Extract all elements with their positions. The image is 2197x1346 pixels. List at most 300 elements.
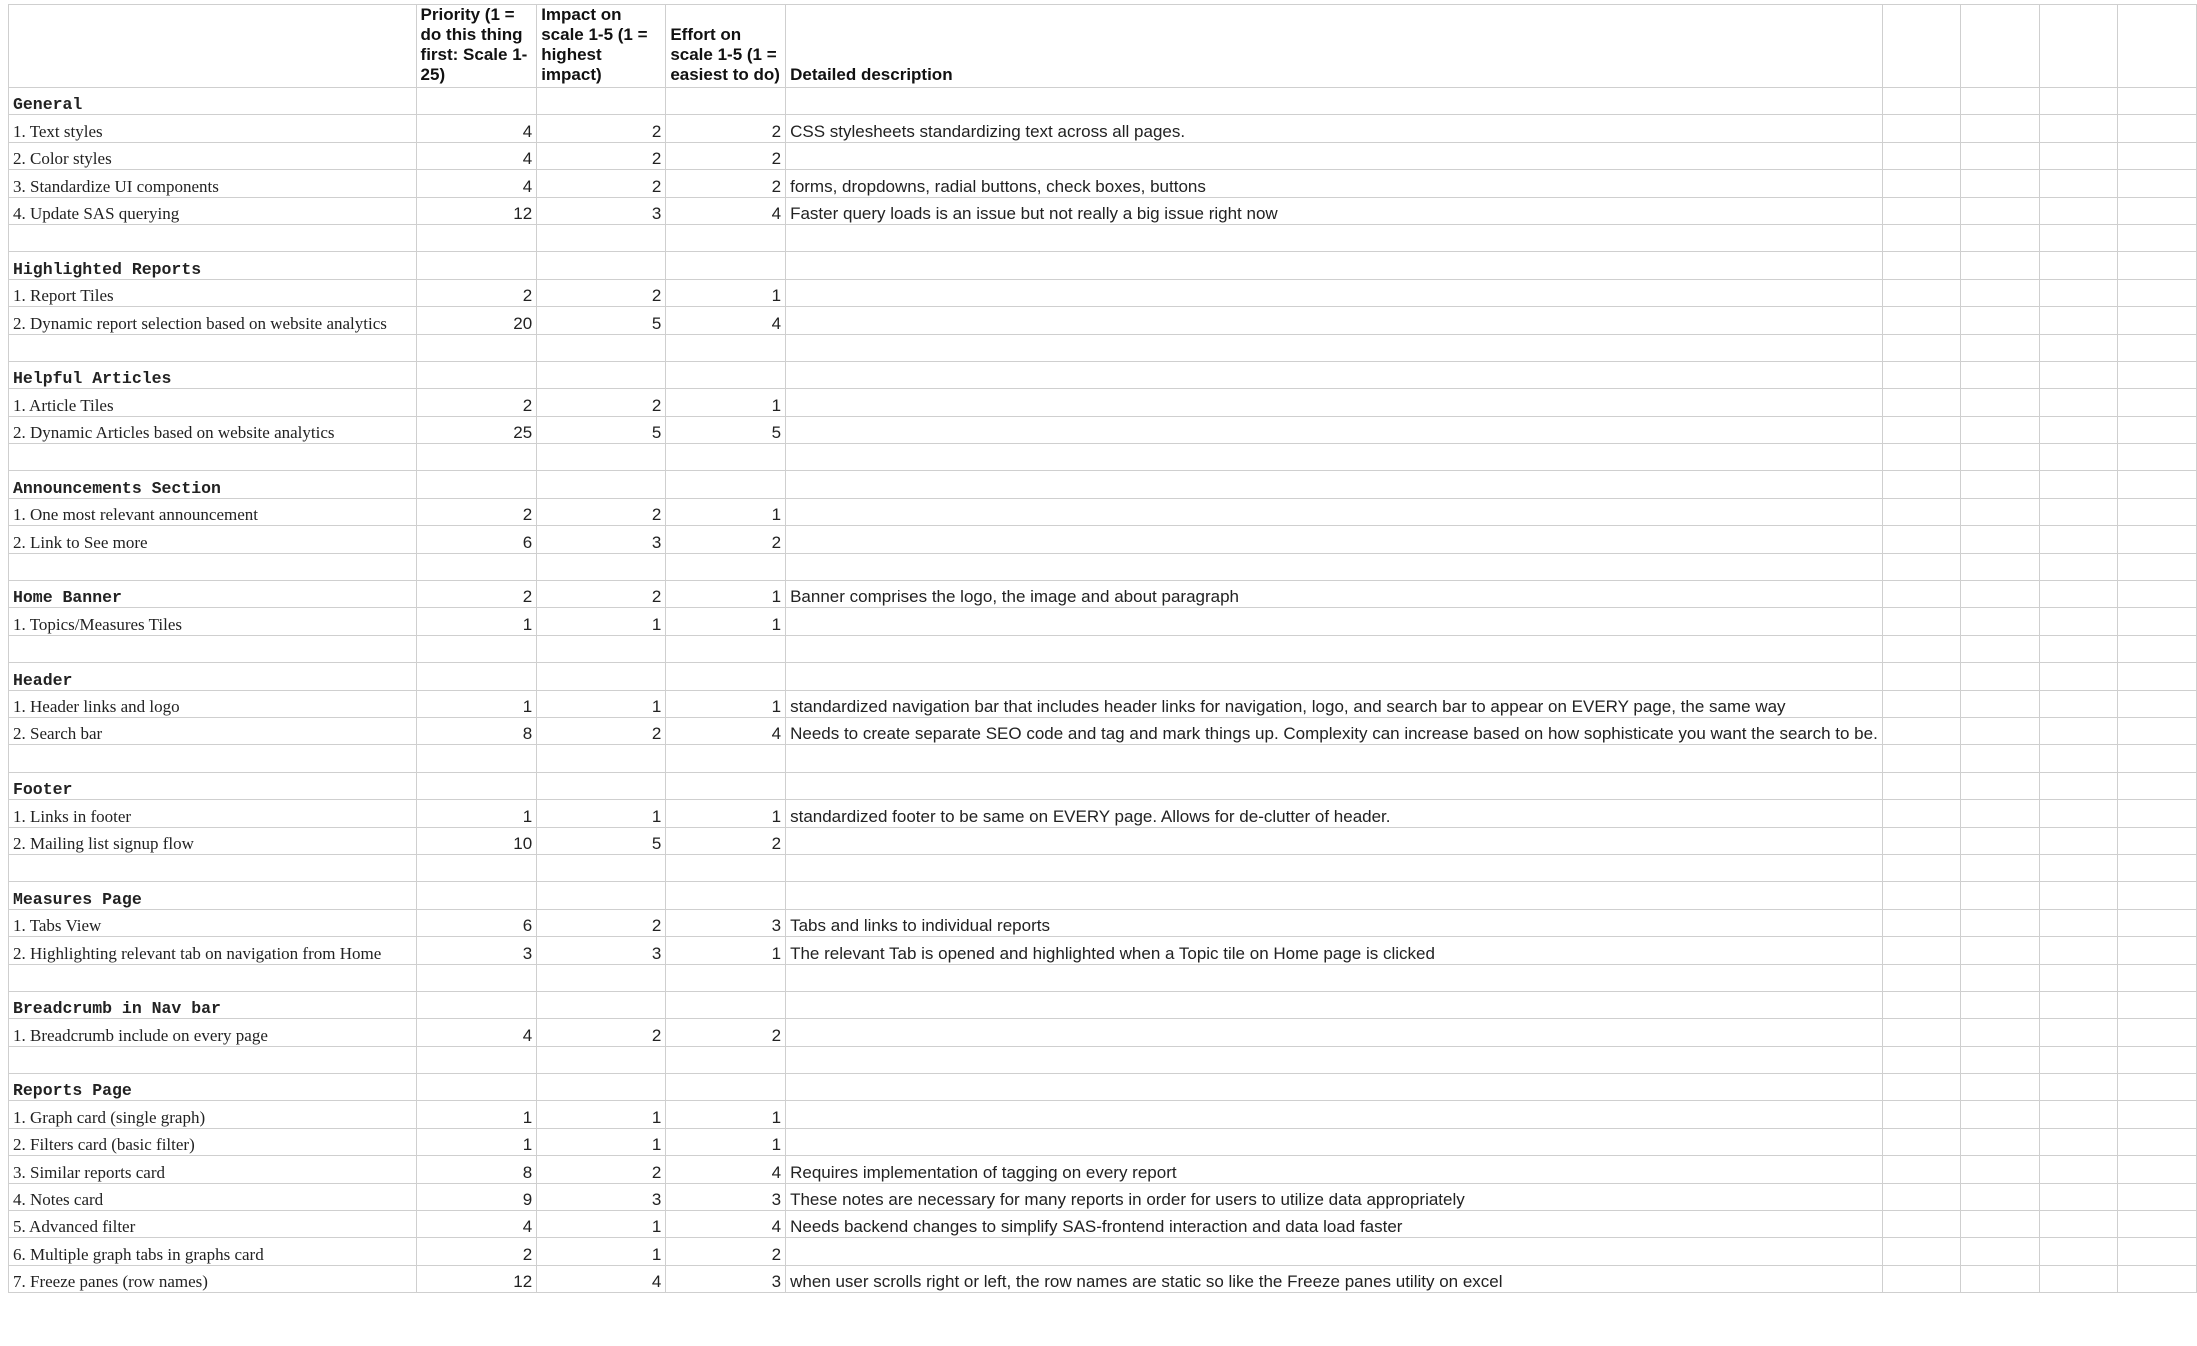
empty-cell[interactable]: [1882, 115, 1961, 142]
empty-cell[interactable]: [1882, 854, 1961, 881]
item-name-cell[interactable]: 3. Similar reports card: [9, 1156, 417, 1183]
item-name-cell[interactable]: [9, 334, 417, 361]
priority-cell[interactable]: 10: [416, 827, 537, 854]
empty-cell[interactable]: [1961, 991, 2040, 1018]
section-title-cell[interactable]: Measures Page: [9, 882, 417, 909]
description-cell[interactable]: [786, 635, 1883, 662]
empty-cell[interactable]: [1961, 115, 2040, 142]
empty-cell[interactable]: [1961, 252, 2040, 279]
empty-cell[interactable]: [1961, 635, 2040, 662]
empty-cell[interactable]: [2118, 307, 2197, 334]
effort-cell[interactable]: 2: [666, 526, 786, 553]
empty-cell[interactable]: [2118, 526, 2197, 553]
impact-cell[interactable]: 2: [537, 142, 666, 169]
priority-cell[interactable]: 4: [416, 1211, 537, 1238]
empty-cell[interactable]: [2118, 854, 2197, 881]
impact-cell[interactable]: [537, 224, 666, 251]
impact-cell[interactable]: 2: [537, 909, 666, 936]
effort-cell[interactable]: [666, 991, 786, 1018]
priority-cell[interactable]: 1: [416, 1101, 537, 1128]
empty-cell[interactable]: [1961, 827, 2040, 854]
effort-cell[interactable]: 2: [666, 170, 786, 197]
item-name-cell[interactable]: 1. Tabs View: [9, 909, 417, 936]
empty-cell[interactable]: [1882, 1156, 1961, 1183]
priority-cell[interactable]: 4: [416, 1019, 537, 1046]
effort-cell[interactable]: [666, 361, 786, 388]
priority-cell[interactable]: [416, 745, 537, 772]
empty-cell[interactable]: [2118, 1265, 2197, 1292]
effort-cell[interactable]: [666, 471, 786, 498]
priority-cell[interactable]: 9: [416, 1183, 537, 1210]
empty-cell[interactable]: [2118, 471, 2197, 498]
empty-cell[interactable]: [2039, 88, 2118, 115]
description-cell[interactable]: [786, 991, 1883, 1018]
empty-cell[interactable]: [1882, 937, 1961, 964]
empty-cell[interactable]: [1961, 772, 2040, 799]
empty-cell[interactable]: [1961, 909, 2040, 936]
empty-cell[interactable]: [1882, 307, 1961, 334]
empty-cell[interactable]: [1961, 882, 2040, 909]
empty-cell[interactable]: [2039, 115, 2118, 142]
impact-cell[interactable]: 1: [537, 1211, 666, 1238]
empty-cell[interactable]: [2039, 498, 2118, 525]
description-cell[interactable]: Needs to create separate SEO code and tag and mark things up. Complexity can increase based on how sophisticate you want the search to be.: [786, 717, 1883, 744]
priority-cell[interactable]: 4: [416, 142, 537, 169]
section-title-cell[interactable]: Announcements Section: [9, 471, 417, 498]
impact-cell[interactable]: [537, 1074, 666, 1101]
empty-cell[interactable]: [2118, 5, 2197, 88]
item-name-cell[interactable]: 2. Search bar: [9, 717, 417, 744]
description-cell[interactable]: [786, 1074, 1883, 1101]
impact-cell[interactable]: 2: [537, 717, 666, 744]
priority-cell[interactable]: [416, 991, 537, 1018]
empty-cell[interactable]: [1961, 471, 2040, 498]
header-cell-effort[interactable]: Effort on scale 1-5 (1 = easiest to do): [666, 5, 786, 88]
effort-cell[interactable]: [666, 964, 786, 991]
item-name-cell[interactable]: 1. Text styles: [9, 115, 417, 142]
empty-cell[interactable]: [1961, 444, 2040, 471]
item-name-cell[interactable]: 1. Report Tiles: [9, 279, 417, 306]
empty-cell[interactable]: [1882, 1128, 1961, 1155]
effort-cell[interactable]: 1: [666, 1101, 786, 1128]
item-name-cell[interactable]: 5. Advanced filter: [9, 1211, 417, 1238]
priority-cell[interactable]: 4: [416, 115, 537, 142]
effort-cell[interactable]: [666, 663, 786, 690]
empty-cell[interactable]: [2118, 1183, 2197, 1210]
effort-cell[interactable]: 1: [666, 690, 786, 717]
empty-cell[interactable]: [2039, 142, 2118, 169]
empty-cell[interactable]: [2118, 498, 2197, 525]
empty-cell[interactable]: [2039, 526, 2118, 553]
impact-cell[interactable]: 2: [537, 1156, 666, 1183]
priority-cell[interactable]: 25: [416, 416, 537, 443]
description-cell[interactable]: [786, 663, 1883, 690]
empty-cell[interactable]: [2118, 1046, 2197, 1073]
item-name-cell[interactable]: [9, 745, 417, 772]
empty-cell[interactable]: [2118, 444, 2197, 471]
description-cell[interactable]: [786, 334, 1883, 361]
empty-cell[interactable]: [2039, 307, 2118, 334]
empty-cell[interactable]: [1961, 498, 2040, 525]
effort-cell[interactable]: [666, 1046, 786, 1073]
section-title-cell[interactable]: Home Banner: [9, 581, 417, 608]
empty-cell[interactable]: [2039, 1074, 2118, 1101]
priority-cell[interactable]: 2: [416, 389, 537, 416]
description-cell[interactable]: Needs backend changes to simplify SAS-frontend interaction and data load faster: [786, 1211, 1883, 1238]
effort-cell[interactable]: 1: [666, 937, 786, 964]
description-cell[interactable]: [786, 1046, 1883, 1073]
impact-cell[interactable]: 2: [537, 389, 666, 416]
empty-cell[interactable]: [1961, 197, 2040, 224]
empty-cell[interactable]: [2118, 553, 2197, 580]
empty-cell[interactable]: [2039, 224, 2118, 251]
empty-cell[interactable]: [1882, 279, 1961, 306]
priority-cell[interactable]: [416, 252, 537, 279]
empty-cell[interactable]: [2118, 361, 2197, 388]
priority-cell[interactable]: [416, 334, 537, 361]
priority-cell[interactable]: [416, 553, 537, 580]
description-cell[interactable]: [786, 745, 1883, 772]
empty-cell[interactable]: [1961, 389, 2040, 416]
priority-cell[interactable]: [416, 854, 537, 881]
empty-cell[interactable]: [1882, 361, 1961, 388]
empty-cell[interactable]: [2118, 909, 2197, 936]
effort-cell[interactable]: [666, 854, 786, 881]
impact-cell[interactable]: [537, 471, 666, 498]
priority-cell[interactable]: [416, 663, 537, 690]
empty-cell[interactable]: [1882, 1183, 1961, 1210]
empty-cell[interactable]: [1882, 745, 1961, 772]
empty-cell[interactable]: [1961, 279, 2040, 306]
empty-cell[interactable]: [1961, 526, 2040, 553]
empty-cell[interactable]: [1882, 800, 1961, 827]
priority-cell[interactable]: [416, 361, 537, 388]
empty-cell[interactable]: [2039, 1019, 2118, 1046]
empty-cell[interactable]: [1882, 5, 1961, 88]
impact-cell[interactable]: [537, 635, 666, 662]
empty-cell[interactable]: [1961, 553, 2040, 580]
section-title-cell[interactable]: Breadcrumb in Nav bar: [9, 991, 417, 1018]
impact-cell[interactable]: [537, 663, 666, 690]
empty-cell[interactable]: [2039, 964, 2118, 991]
description-cell[interactable]: [786, 88, 1883, 115]
impact-cell[interactable]: 2: [537, 170, 666, 197]
empty-cell[interactable]: [2118, 991, 2197, 1018]
empty-cell[interactable]: [2118, 635, 2197, 662]
empty-cell[interactable]: [1882, 1238, 1961, 1265]
item-name-cell[interactable]: [9, 553, 417, 580]
description-cell[interactable]: [786, 444, 1883, 471]
empty-cell[interactable]: [2039, 279, 2118, 306]
priority-cell[interactable]: 2: [416, 279, 537, 306]
item-name-cell[interactable]: [9, 224, 417, 251]
section-title-cell[interactable]: Reports Page: [9, 1074, 417, 1101]
description-cell[interactable]: [786, 553, 1883, 580]
empty-cell[interactable]: [1961, 608, 2040, 635]
item-name-cell[interactable]: 1. Graph card (single graph): [9, 1101, 417, 1128]
description-cell[interactable]: [786, 854, 1883, 881]
priority-cell[interactable]: 8: [416, 717, 537, 744]
empty-cell[interactable]: [2039, 663, 2118, 690]
impact-cell[interactable]: [537, 882, 666, 909]
empty-cell[interactable]: [1961, 1128, 2040, 1155]
description-cell[interactable]: Banner comprises the logo, the image and about paragraph: [786, 581, 1883, 608]
description-cell[interactable]: forms, dropdowns, radial buttons, check boxes, buttons: [786, 170, 1883, 197]
empty-cell[interactable]: [1882, 772, 1961, 799]
priority-cell[interactable]: 12: [416, 1265, 537, 1292]
empty-cell[interactable]: [2118, 937, 2197, 964]
priority-cell[interactable]: 6: [416, 909, 537, 936]
empty-cell[interactable]: [2118, 252, 2197, 279]
empty-cell[interactable]: [2039, 1211, 2118, 1238]
empty-cell[interactable]: [1882, 526, 1961, 553]
empty-cell[interactable]: [2118, 772, 2197, 799]
empty-cell[interactable]: [2118, 416, 2197, 443]
item-name-cell[interactable]: 2. Color styles: [9, 142, 417, 169]
empty-cell[interactable]: [2039, 334, 2118, 361]
empty-cell[interactable]: [2118, 717, 2197, 744]
empty-cell[interactable]: [2039, 690, 2118, 717]
item-name-cell[interactable]: 1. One most relevant announcement: [9, 498, 417, 525]
effort-cell[interactable]: [666, 745, 786, 772]
effort-cell[interactable]: 1: [666, 1128, 786, 1155]
empty-cell[interactable]: [1961, 1265, 2040, 1292]
description-cell[interactable]: [786, 416, 1883, 443]
empty-cell[interactable]: [1961, 142, 2040, 169]
impact-cell[interactable]: 1: [537, 608, 666, 635]
effort-cell[interactable]: 1: [666, 608, 786, 635]
header-cell-description[interactable]: Detailed description: [786, 5, 1883, 88]
empty-cell[interactable]: [1961, 854, 2040, 881]
empty-cell[interactable]: [1882, 1265, 1961, 1292]
priority-cell[interactable]: 12: [416, 197, 537, 224]
empty-cell[interactable]: [1882, 882, 1961, 909]
empty-cell[interactable]: [2118, 1211, 2197, 1238]
effort-cell[interactable]: [666, 553, 786, 580]
empty-cell[interactable]: [1882, 471, 1961, 498]
empty-cell[interactable]: [2118, 88, 2197, 115]
header-cell-impact[interactable]: Impact on scale 1-5 (1 = highest impact): [537, 5, 666, 88]
empty-cell[interactable]: [1882, 827, 1961, 854]
empty-cell[interactable]: [1961, 1074, 2040, 1101]
impact-cell[interactable]: 2: [537, 115, 666, 142]
item-name-cell[interactable]: 2. Filters card (basic filter): [9, 1128, 417, 1155]
effort-cell[interactable]: [666, 635, 786, 662]
effort-cell[interactable]: [666, 334, 786, 361]
empty-cell[interactable]: [1882, 690, 1961, 717]
priority-cell[interactable]: 6: [416, 526, 537, 553]
empty-cell[interactable]: [2118, 197, 2197, 224]
empty-cell[interactable]: [1882, 197, 1961, 224]
effort-cell[interactable]: [666, 772, 786, 799]
effort-cell[interactable]: 3: [666, 1265, 786, 1292]
effort-cell[interactable]: [666, 224, 786, 251]
effort-cell[interactable]: 1: [666, 498, 786, 525]
priority-cell[interactable]: 1: [416, 608, 537, 635]
empty-cell[interactable]: [2039, 1101, 2118, 1128]
description-cell[interactable]: CSS stylesheets standardizing text across all pages.: [786, 115, 1883, 142]
priority-cell[interactable]: [416, 88, 537, 115]
effort-cell[interactable]: 1: [666, 389, 786, 416]
impact-cell[interactable]: 4: [537, 1265, 666, 1292]
description-cell[interactable]: [786, 252, 1883, 279]
empty-cell[interactable]: [1882, 1211, 1961, 1238]
empty-cell[interactable]: [1882, 991, 1961, 1018]
effort-cell[interactable]: 4: [666, 717, 786, 744]
empty-cell[interactable]: [1882, 1019, 1961, 1046]
priority-cell[interactable]: [416, 1074, 537, 1101]
priority-cell[interactable]: 2: [416, 581, 537, 608]
empty-cell[interactable]: [1882, 88, 1961, 115]
empty-cell[interactable]: [2039, 882, 2118, 909]
empty-cell[interactable]: [1961, 1019, 2040, 1046]
impact-cell[interactable]: 1: [537, 1128, 666, 1155]
description-cell[interactable]: [786, 224, 1883, 251]
impact-cell[interactable]: [537, 88, 666, 115]
impact-cell[interactable]: 3: [537, 937, 666, 964]
description-cell[interactable]: [786, 772, 1883, 799]
priority-cell[interactable]: 3: [416, 937, 537, 964]
description-cell[interactable]: Tabs and links to individual reports: [786, 909, 1883, 936]
empty-cell[interactable]: [2118, 224, 2197, 251]
empty-cell[interactable]: [2039, 1183, 2118, 1210]
empty-cell[interactable]: [1961, 964, 2040, 991]
impact-cell[interactable]: 1: [537, 690, 666, 717]
empty-cell[interactable]: [2118, 1101, 2197, 1128]
empty-cell[interactable]: [1882, 717, 1961, 744]
impact-cell[interactable]: 1: [537, 800, 666, 827]
empty-cell[interactable]: [1961, 5, 2040, 88]
impact-cell[interactable]: [537, 772, 666, 799]
impact-cell[interactable]: 3: [537, 526, 666, 553]
item-name-cell[interactable]: 2. Dynamic Articles based on website analytics: [9, 416, 417, 443]
empty-cell[interactable]: [2039, 1128, 2118, 1155]
empty-cell[interactable]: [2118, 581, 2197, 608]
header-cell-priority[interactable]: Priority (1 = do this thing first: Scale 1-25): [416, 5, 537, 88]
impact-cell[interactable]: [537, 334, 666, 361]
empty-cell[interactable]: [2118, 964, 2197, 991]
empty-cell[interactable]: [1961, 224, 2040, 251]
empty-cell[interactable]: [2118, 389, 2197, 416]
item-name-cell[interactable]: 1. Links in footer: [9, 800, 417, 827]
effort-cell[interactable]: 4: [666, 1156, 786, 1183]
effort-cell[interactable]: 4: [666, 197, 786, 224]
priority-cell[interactable]: [416, 882, 537, 909]
empty-cell[interactable]: [1882, 909, 1961, 936]
empty-cell[interactable]: [2118, 279, 2197, 306]
priority-cell[interactable]: [416, 772, 537, 799]
empty-cell[interactable]: [1961, 1156, 2040, 1183]
item-name-cell[interactable]: [9, 854, 417, 881]
empty-cell[interactable]: [2039, 635, 2118, 662]
empty-cell[interactable]: [2039, 717, 2118, 744]
empty-cell[interactable]: [2118, 663, 2197, 690]
empty-cell[interactable]: [1882, 581, 1961, 608]
empty-cell[interactable]: [1882, 170, 1961, 197]
priority-cell[interactable]: 20: [416, 307, 537, 334]
priority-cell[interactable]: 2: [416, 498, 537, 525]
description-cell[interactable]: standardized navigation bar that includes header links for navigation, logo, and search bar to appear on EVERY page, the same way: [786, 690, 1883, 717]
effort-cell[interactable]: 2: [666, 142, 786, 169]
section-title-cell[interactable]: General: [9, 88, 417, 115]
empty-cell[interactable]: [1961, 937, 2040, 964]
empty-cell[interactable]: [2039, 197, 2118, 224]
priority-cell[interactable]: [416, 444, 537, 471]
empty-cell[interactable]: [1961, 416, 2040, 443]
item-name-cell[interactable]: 2. Dynamic report selection based on website analytics: [9, 307, 417, 334]
empty-cell[interactable]: [1882, 224, 1961, 251]
impact-cell[interactable]: 5: [537, 827, 666, 854]
empty-cell[interactable]: [2039, 745, 2118, 772]
priority-cell[interactable]: 1: [416, 800, 537, 827]
empty-cell[interactable]: [2039, 854, 2118, 881]
item-name-cell[interactable]: 1. Topics/Measures Tiles: [9, 608, 417, 635]
effort-cell[interactable]: 4: [666, 1211, 786, 1238]
impact-cell[interactable]: [537, 854, 666, 881]
empty-cell[interactable]: [2039, 827, 2118, 854]
empty-cell[interactable]: [1961, 717, 2040, 744]
empty-cell[interactable]: [2039, 937, 2118, 964]
empty-cell[interactable]: [1961, 334, 2040, 361]
description-cell[interactable]: standardized footer to be same on EVERY page. Allows for de-clutter of header.: [786, 800, 1883, 827]
empty-cell[interactable]: [2118, 142, 2197, 169]
item-name-cell[interactable]: [9, 444, 417, 471]
effort-cell[interactable]: [666, 1074, 786, 1101]
effort-cell[interactable]: [666, 444, 786, 471]
empty-cell[interactable]: [2039, 5, 2118, 88]
empty-cell[interactable]: [2118, 800, 2197, 827]
description-cell[interactable]: [786, 471, 1883, 498]
empty-cell[interactable]: [2118, 1156, 2197, 1183]
effort-cell[interactable]: [666, 252, 786, 279]
impact-cell[interactable]: 1: [537, 1101, 666, 1128]
priority-cell[interactable]: [416, 1046, 537, 1073]
description-cell[interactable]: [786, 1101, 1883, 1128]
impact-cell[interactable]: 5: [537, 416, 666, 443]
impact-cell[interactable]: [537, 444, 666, 471]
empty-cell[interactable]: [1961, 581, 2040, 608]
description-cell[interactable]: [786, 1019, 1883, 1046]
description-cell[interactable]: when user scrolls right or left, the row names are static so like the Freeze panes utility on excel: [786, 1265, 1883, 1292]
priority-cell[interactable]: [416, 964, 537, 991]
effort-cell[interactable]: [666, 882, 786, 909]
empty-cell[interactable]: [2118, 827, 2197, 854]
description-cell[interactable]: [786, 964, 1883, 991]
impact-cell[interactable]: [537, 361, 666, 388]
empty-cell[interactable]: [1882, 1101, 1961, 1128]
priority-cell[interactable]: 1: [416, 690, 537, 717]
empty-cell[interactable]: [1961, 663, 2040, 690]
empty-cell[interactable]: [2118, 1019, 2197, 1046]
empty-cell[interactable]: [2039, 389, 2118, 416]
empty-cell[interactable]: [2039, 416, 2118, 443]
empty-cell[interactable]: [2039, 581, 2118, 608]
empty-cell[interactable]: [1961, 1238, 2040, 1265]
empty-cell[interactable]: [2118, 1128, 2197, 1155]
impact-cell[interactable]: [537, 1046, 666, 1073]
empty-cell[interactable]: [2039, 1156, 2118, 1183]
empty-cell[interactable]: [1961, 690, 2040, 717]
empty-cell[interactable]: [2118, 745, 2197, 772]
item-name-cell[interactable]: 1. Article Tiles: [9, 389, 417, 416]
effort-cell[interactable]: 4: [666, 307, 786, 334]
description-cell[interactable]: These notes are necessary for many reports in order for users to utilize data appropriately: [786, 1183, 1883, 1210]
empty-cell[interactable]: [1882, 964, 1961, 991]
priority-cell[interactable]: 4: [416, 170, 537, 197]
empty-cell[interactable]: [2039, 608, 2118, 635]
empty-cell[interactable]: [1882, 498, 1961, 525]
empty-cell[interactable]: [2039, 800, 2118, 827]
